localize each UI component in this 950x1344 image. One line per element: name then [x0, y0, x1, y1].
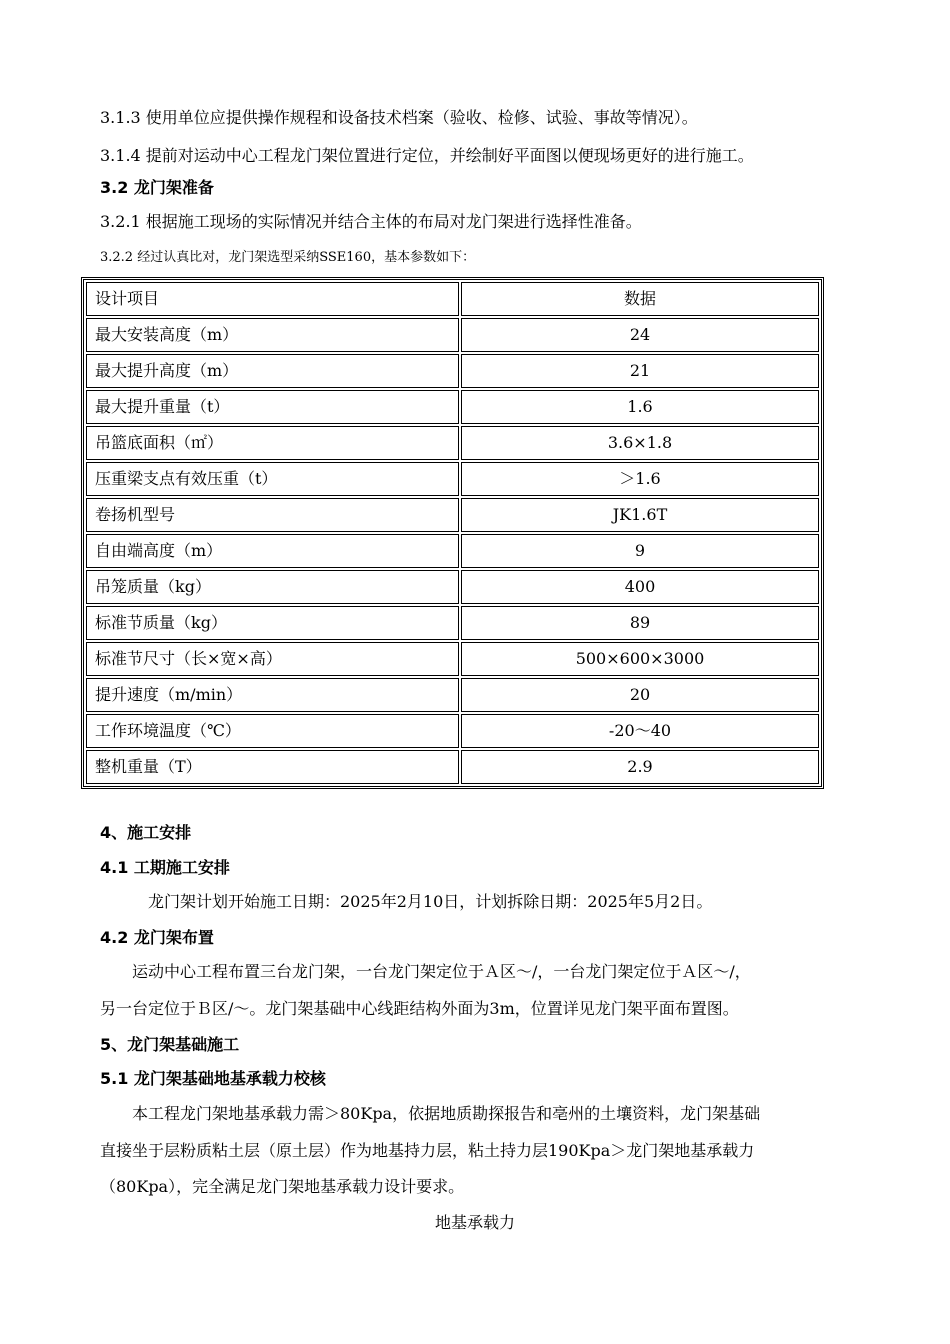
heading-4-2: 4.2 龙门架布置: [100, 928, 214, 947]
row-value: 2.9: [461, 750, 819, 784]
table-row: [86, 498, 819, 532]
row-value: 1.6: [461, 390, 819, 424]
row-value: 24: [461, 318, 819, 352]
row-label: 标准节质量（kg）: [86, 606, 459, 640]
row-value: 400: [461, 570, 819, 604]
paragraph-4-2-line2: 另一台定位于Ｂ区/～。龙门架基础中心线距结构外面为3m，位置详见龙门架平面布置图。: [100, 999, 739, 1018]
figure-caption: 地基承载力: [434, 1213, 515, 1232]
row-value: 500×600×3000: [461, 642, 819, 676]
heading-4: 4、施工安排: [100, 823, 192, 842]
row-value: 20: [461, 678, 819, 712]
row-label: 卷扬机型号: [86, 498, 459, 532]
heading-5: 5、龙门架基础施工: [100, 1035, 240, 1054]
table-row: [86, 750, 819, 784]
row-label: 提升速度（m/min）: [86, 678, 459, 712]
row-value: JK1.6T: [461, 498, 819, 532]
row-label: 吊篮底面积（㎡）: [86, 426, 459, 460]
row-label: 吊笼质量（kg）: [86, 570, 459, 604]
paragraph-5-1-line1: 本工程龙门架地基承载力需＞80Kpa，依据地质勘探报告和亳州的土壤资料，龙门架基础: [132, 1104, 761, 1123]
table-header-row: [86, 282, 819, 316]
row-label: 工作环境温度（℃）: [86, 714, 459, 748]
table-row: [86, 390, 819, 424]
row-label: 压重梁支点有效压重（t）: [86, 462, 459, 496]
row-label: 自由端高度（m）: [86, 534, 459, 568]
table-row: [86, 642, 819, 676]
paragraph-3-1-4: 3.1.4 提前对运动中心工程龙门架位置进行定位，并绘制好平面图以便现场更好的进行施工。: [100, 146, 754, 165]
table-row: [86, 426, 819, 460]
paragraph-4-1: 龙门架计划开始施工日期：2025年2月10日，计划拆除日期：2025年5月2日。: [148, 892, 713, 911]
table-row: [86, 678, 819, 712]
paragraph-3-2-2: 3.2.2 经过认真比对，龙门架选型采纳SSE160，基本参数如下：: [100, 250, 476, 265]
table-row: [86, 606, 819, 640]
row-value: -20～40: [461, 714, 819, 748]
row-label: 整机重量（T）: [86, 750, 459, 784]
paragraph-3-2-1: 3.2.1 根据施工现场的实际情况并结合主体的布局对龙门架进行选择性准备。: [100, 212, 642, 231]
header-cell-value: 数据: [461, 282, 819, 316]
table-row: [86, 462, 819, 496]
header-cell-item: 设计项目: [86, 282, 459, 316]
table-row: [86, 714, 819, 748]
table-row: [86, 318, 819, 352]
row-label: 标准节尺寸（长×宽×高）: [86, 642, 459, 676]
heading-5-1: 5.1 龙门架基础地基承载力校核: [100, 1069, 326, 1088]
row-value: 9: [461, 534, 819, 568]
parameter-table: [83, 279, 822, 787]
row-value: ＞1.6: [461, 462, 819, 496]
paragraph-4-2-line1: 运动中心工程布置三台龙门架，一台龙门架定位于Ａ区～/，一台龙门架定位于Ａ区～/，: [132, 962, 751, 981]
row-label: 最大提升高度（m）: [86, 354, 459, 388]
paragraph-3-1-3: 3.1.3 使用单位应提供操作规程和设备技术档案（验收、检修、试验、事故等情况）。: [100, 108, 698, 127]
row-value: 21: [461, 354, 819, 388]
row-value: 3.6×1.8: [461, 426, 819, 460]
table-row: [86, 534, 819, 568]
paragraph-5-1-line2: 直接坐于层粉质粘土层（原土层）作为地基持力层，粘土持力层190Kpa＞龙门架地基承载力: [100, 1141, 755, 1160]
table-row: [86, 354, 819, 388]
heading-4-1: 4.1 工期施工安排: [100, 858, 230, 877]
heading-3-2: 3.2 龙门架准备: [100, 178, 214, 197]
paragraph-5-1-line3: （80Kpa），完全满足龙门架地基承载力设计要求。: [100, 1177, 465, 1196]
table-row: [86, 570, 819, 604]
row-label: 最大安装高度（m）: [86, 318, 459, 352]
row-label: 最大提升重量（t）: [86, 390, 459, 424]
row-value: 89: [461, 606, 819, 640]
